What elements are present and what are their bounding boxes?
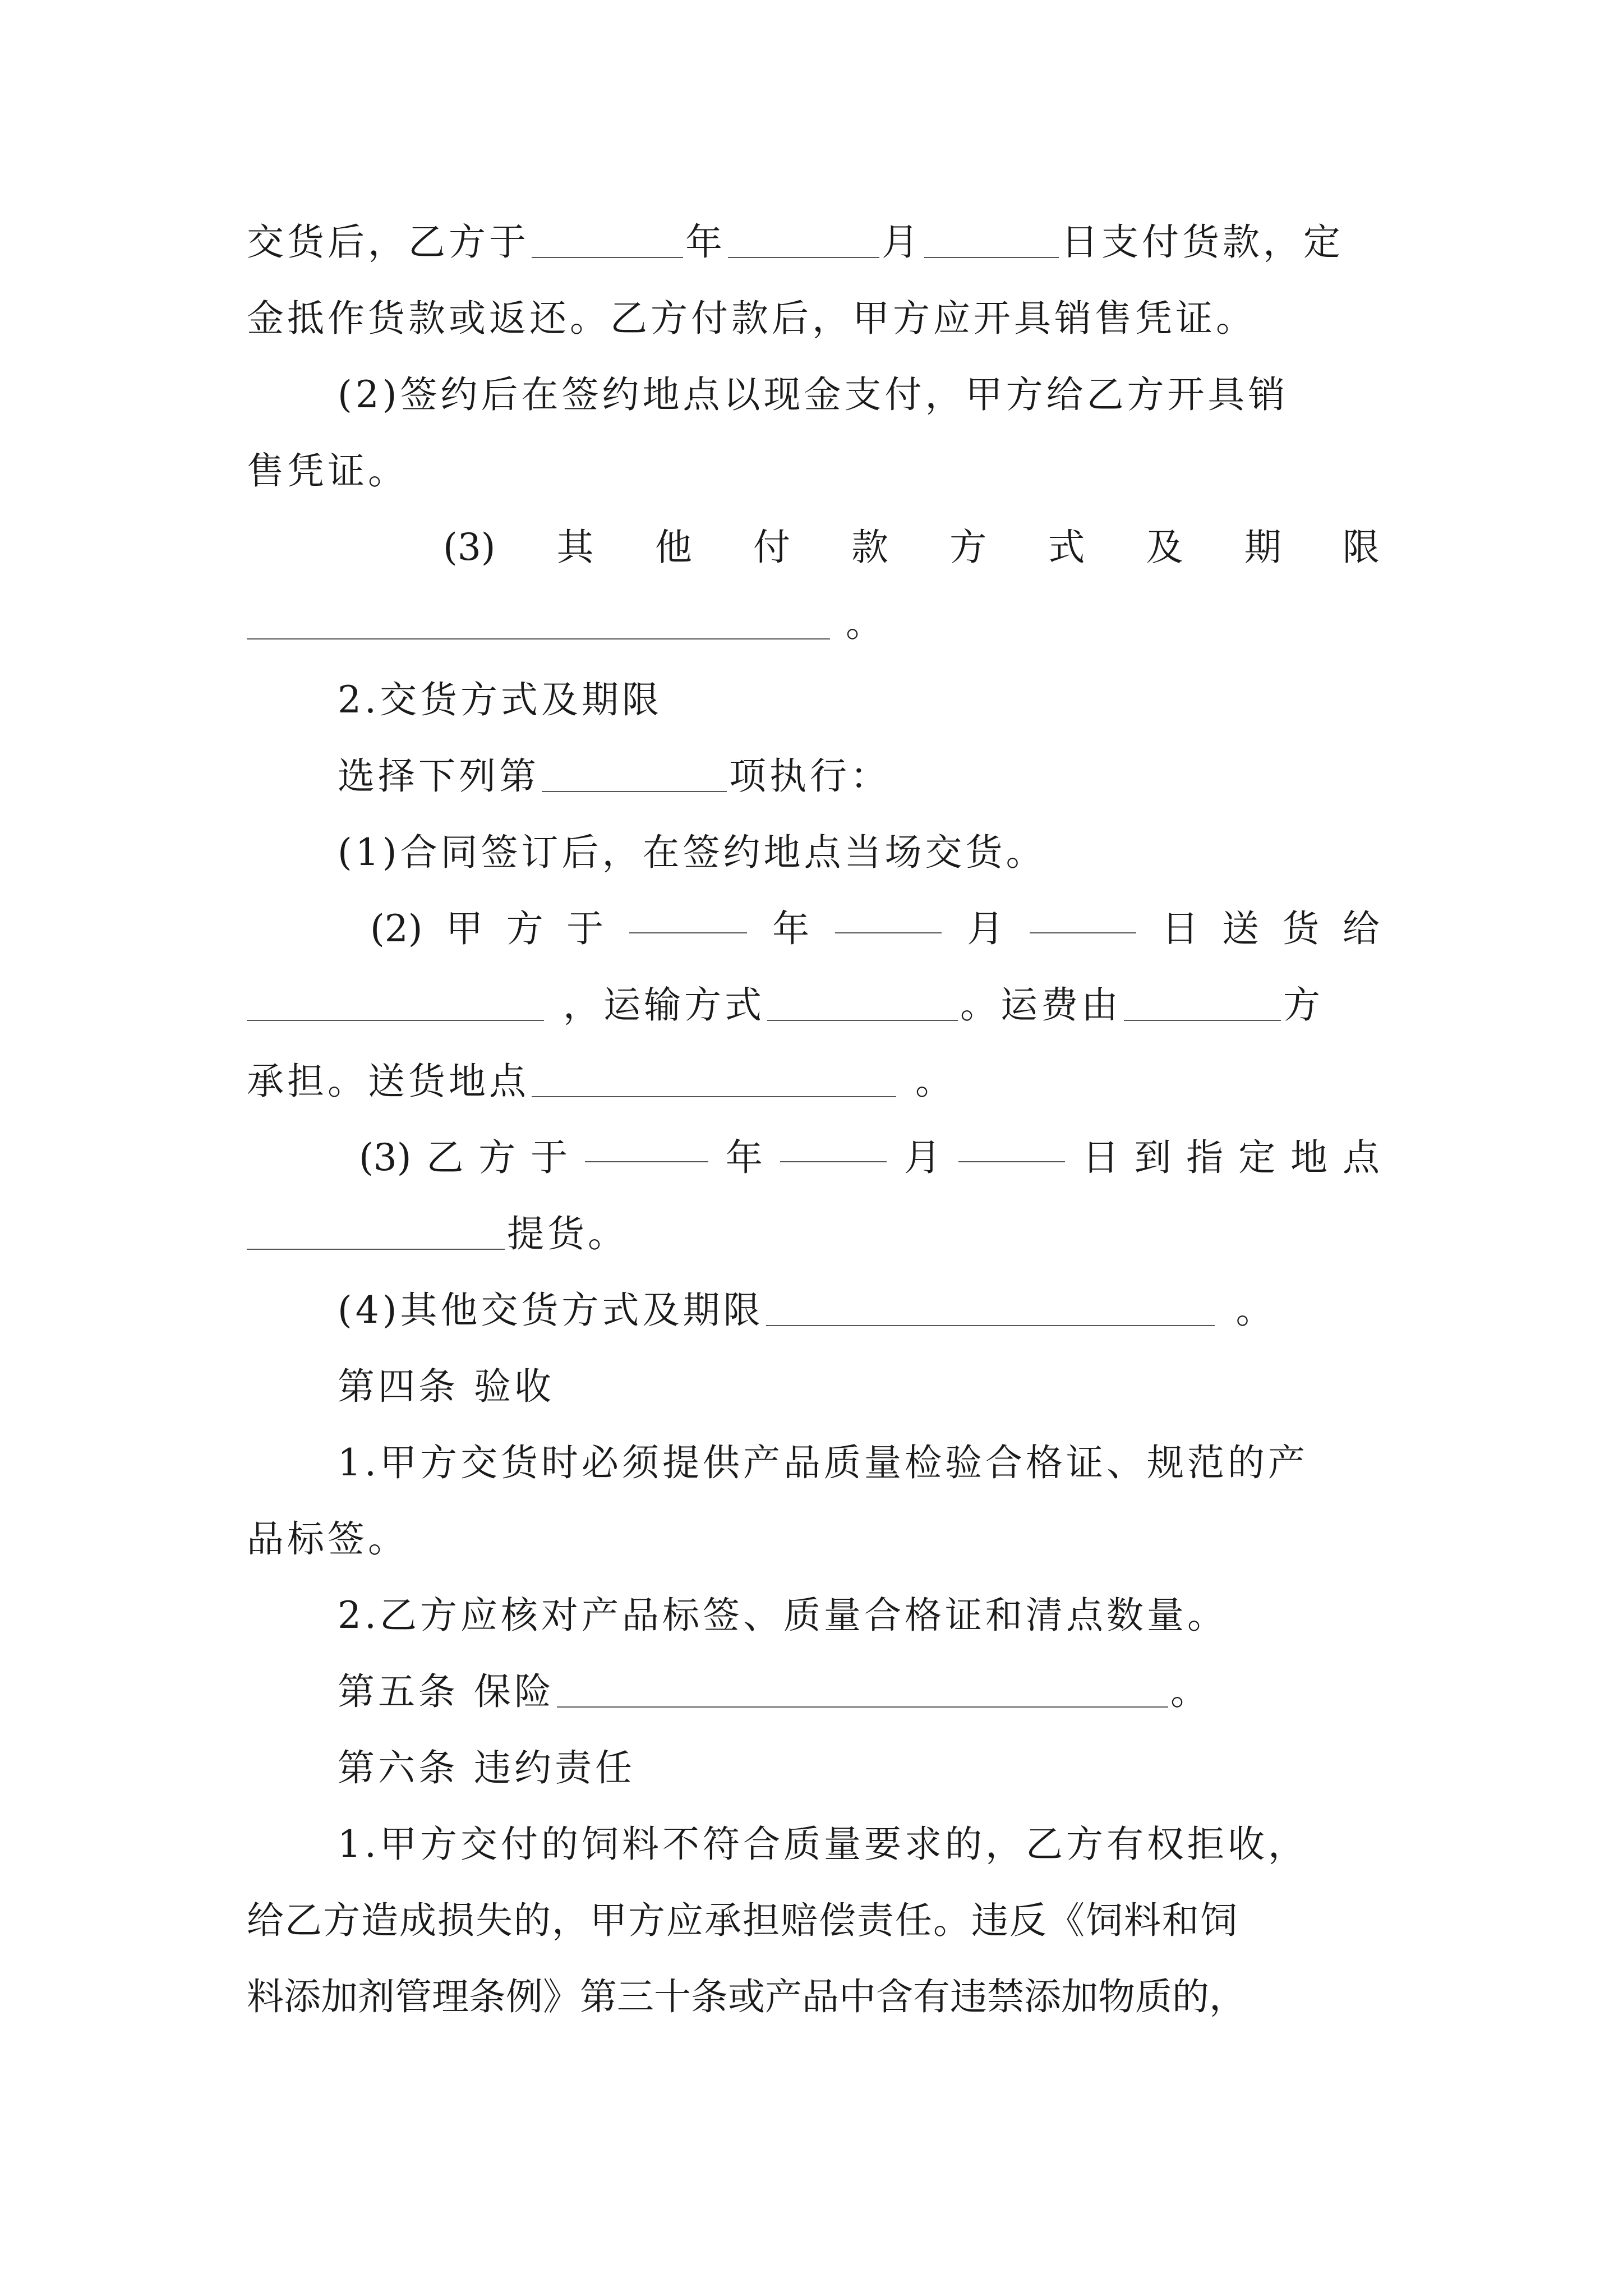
text-segment: 交货后，乙方于 [247, 220, 529, 264]
text-segment: 日支付货款，定 [1061, 220, 1344, 264]
blank-field[interactable] [629, 895, 747, 933]
text-line [443, 514, 1380, 581]
text-line: 料添加剂管理条例》第三十条或产品中含有违禁添加物质的， [247, 1975, 1246, 2018]
text-token: 指 [1186, 1136, 1224, 1179]
text-token: (3) [359, 1136, 412, 1179]
text-segment: 。 [1170, 1670, 1211, 1713]
text-line: 金抵作货款或返还。乙方付款后，甲方应开具销售凭证。 [247, 297, 1256, 340]
blank-field[interactable] [542, 754, 727, 792]
text-token: 于 [566, 907, 604, 950]
text-token: 点 [1342, 1136, 1380, 1179]
text-segment: ，运输方式 [563, 983, 765, 1027]
text-line: (2)签约后在签约地点以现金支付，甲方给乙方开具销 [338, 373, 1289, 416]
blank-field[interactable] [766, 1288, 1215, 1326]
text-line: 品标签。 [247, 1517, 408, 1561]
text-line [247, 1048, 1380, 1115]
text-segment: 月 [882, 220, 922, 264]
blank-field[interactable] [1030, 895, 1136, 933]
text-segment: 。 [1235, 1289, 1276, 1332]
text-token: 限 [1342, 526, 1380, 569]
blank-field[interactable] [1124, 983, 1281, 1021]
blank-field[interactable] [532, 1059, 896, 1097]
blank-field[interactable] [924, 220, 1059, 258]
text-line [247, 1200, 1380, 1268]
text-token: 地 [1290, 1136, 1328, 1179]
text-segment: 提货。 [507, 1212, 628, 1255]
blank-field[interactable] [835, 895, 942, 933]
blank-field[interactable] [780, 1124, 887, 1162]
text-token: (3) [443, 526, 496, 569]
text-segment: (4)其他交货方式及期限 [338, 1289, 764, 1332]
text-line: 售凭证。 [247, 449, 408, 493]
blank-field[interactable] [247, 1212, 505, 1250]
text-token: 甲 [446, 907, 483, 950]
blank-field[interactable] [728, 220, 879, 258]
section-heading: 第六条 违约责任 [338, 1746, 635, 1789]
text-token: 期 [1244, 526, 1281, 569]
text-token: 于 [531, 1136, 568, 1179]
text-line: 2.乙方应核对产品标签、质量合格证和清点数量。 [338, 1594, 1228, 1637]
text-token: (2) [370, 907, 423, 950]
section-heading [338, 1658, 1380, 1726]
section-heading: 第四条 验收 [338, 1365, 555, 1408]
blank-field[interactable] [247, 983, 544, 1021]
text-token: 年 [725, 1136, 763, 1179]
text-token: 送 [1221, 907, 1259, 950]
text-token: 他 [654, 526, 692, 569]
text-segment: 年 [685, 220, 726, 264]
text-segment: 承担。送货地点 [247, 1060, 529, 1103]
text-token: 月 [903, 1136, 941, 1179]
blank-field[interactable] [958, 1124, 1065, 1162]
text-line: (1)合同签订后，在签约地点当场交货。 [338, 831, 1046, 874]
text-line: 2.交货方式及期限 [338, 678, 662, 721]
text-segment: 选择下列第 [338, 754, 540, 798]
blank-field[interactable] [532, 220, 683, 258]
text-segment: 。运费由 [960, 983, 1122, 1027]
text-line [370, 895, 1380, 963]
text-segment: 项执行： [729, 754, 891, 798]
text-token: 月 [967, 907, 1004, 950]
text-segment: 。 [915, 1060, 956, 1103]
blank-field[interactable] [585, 1124, 708, 1162]
text-line [359, 1124, 1380, 1191]
text-token: 定 [1238, 1136, 1276, 1179]
text-token: 到 [1134, 1136, 1172, 1179]
text-token: 及 [1146, 526, 1183, 569]
text-line: 1.甲方交货时必须提供产品质量检验合格证、规范的产 [338, 1441, 1308, 1484]
text-token: 日 [1161, 907, 1199, 950]
text-line: 给乙方造成损失的，甲方应承担赔偿责任。违反《饲料和饲 [247, 1899, 1238, 1942]
text-token: 给 [1342, 907, 1380, 950]
text-line [247, 590, 1380, 657]
text-token: 式 [1048, 526, 1085, 569]
text-segment: 方 [1283, 983, 1324, 1027]
text-segment: 第五条 保险 [338, 1670, 555, 1713]
text-token: 款 [851, 526, 889, 569]
text-token: 方 [506, 907, 543, 950]
text-token: 日 [1082, 1136, 1119, 1179]
text-token: 方 [478, 1136, 516, 1179]
text-token: 付 [753, 526, 790, 569]
blank-field[interactable] [557, 1669, 1168, 1708]
text-line [338, 1277, 1380, 1344]
text-segment: 。 [846, 602, 886, 645]
text-token: 方 [949, 526, 987, 569]
text-token: 年 [772, 907, 810, 950]
text-token: 其 [556, 526, 594, 569]
text-token: 货 [1282, 907, 1320, 950]
text-line [338, 743, 1380, 810]
blank-field[interactable] [767, 983, 958, 1021]
text-line [247, 209, 1380, 276]
text-line [247, 972, 1380, 1039]
blank-field[interactable] [247, 601, 830, 639]
text-line: 1.甲方交付的饲料不符合质量要求的，乙方有权拒收， [338, 1823, 1308, 1866]
text-token: 乙 [426, 1136, 464, 1179]
